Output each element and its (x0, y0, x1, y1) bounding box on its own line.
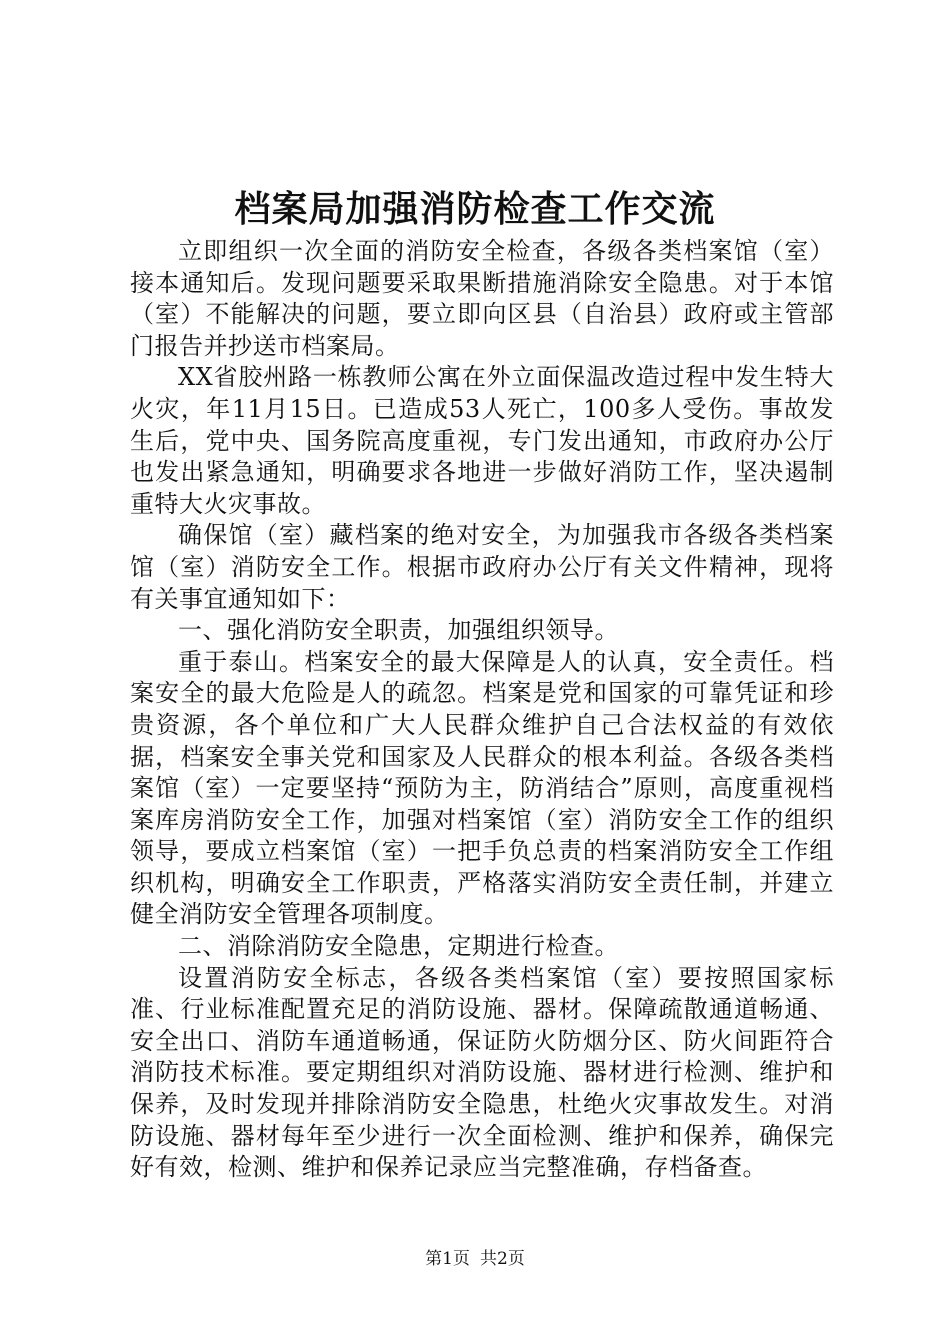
paragraph-2: XX省胶州路一栋教师公寓在外立面保温改造过程中发生特大火灾，年11月15日。已造成53人死亡，100多人受伤。事故发生后，党中央、国务院高度重视，专门发出通知，市政府办公厅也发出紧急通知，明确要求各地进一步做好消防工作，坚决遏制重特大火灾事故。 (130, 363, 834, 518)
page-total: 共2页 (480, 1249, 525, 1269)
section-heading-2: 二、消除消防安全隐患，定期进行检查。 (178, 932, 619, 961)
paragraph-3: 确保馆（室）藏档案的绝对安全，为加强我市各级各类档案馆（室）消防安全工作。根据市政府办公厅有关文件精神，现将有关事宜通知如下： (130, 521, 834, 613)
paragraph-4: 重于泰山。档案安全的最大保障是人的认真，安全责任。档案安全的最大危险是人的疏忽。档案是党和国家的可靠凭证和珍贵资源，各个单位和广大人民群众维护自己合法权益的有效依据，档案安全事关党和国家及人民群众的根本利益。各级各类档案馆（室）一定要坚持“预防为主，防消结合”原则，高度重视档案库房消防安全工作，加强对档案馆（室）消防安全工作的组织领导，要成立档案馆（室）一把手负总责的档案消防安全工作组织机构，明确安全工作职责，严格落实消防安全责任制，并建立健全消防安全管理各项制度。 (130, 647, 834, 929)
paragraph-5: 设置消防安全标志，各级各类档案馆（室）要按照国家标准、行业标准配置充足的消防设施、器材。保障疏散通道畅通、安全出口、消防车通道畅通，保证防火防烟分区、防火间距符合消防技术标准。要定期组织对消防设施、器材进行检测、维护和保养，及时发现并排除消防安全隐患，杜绝火灾事故发生。对消防设施、器材每年至少进行一次全面检测、维护和保养，确保完好有效，检测、维护和保养记录应当完整准确，存档备查。 (130, 963, 834, 1182)
document-title: 档案局加强消防检查工作交流 (234, 188, 716, 230)
section-heading-1: 一、强化消防安全职责，加强组织领导。 (178, 616, 619, 645)
document-body (130, 236, 834, 1184)
paragraph-1: 立即组织一次全面的消防安全检查，各级各类档案馆（室）接本通知后。发现问题要采取果断措施消除安全隐患。对于本馆（室）不能解决的问题，要立即向区县（自治县）政府或主管部门报告并抄送市档案局。 (130, 237, 834, 360)
page-number: 第1页 (425, 1249, 470, 1269)
page-footer (0, 1247, 950, 1271)
